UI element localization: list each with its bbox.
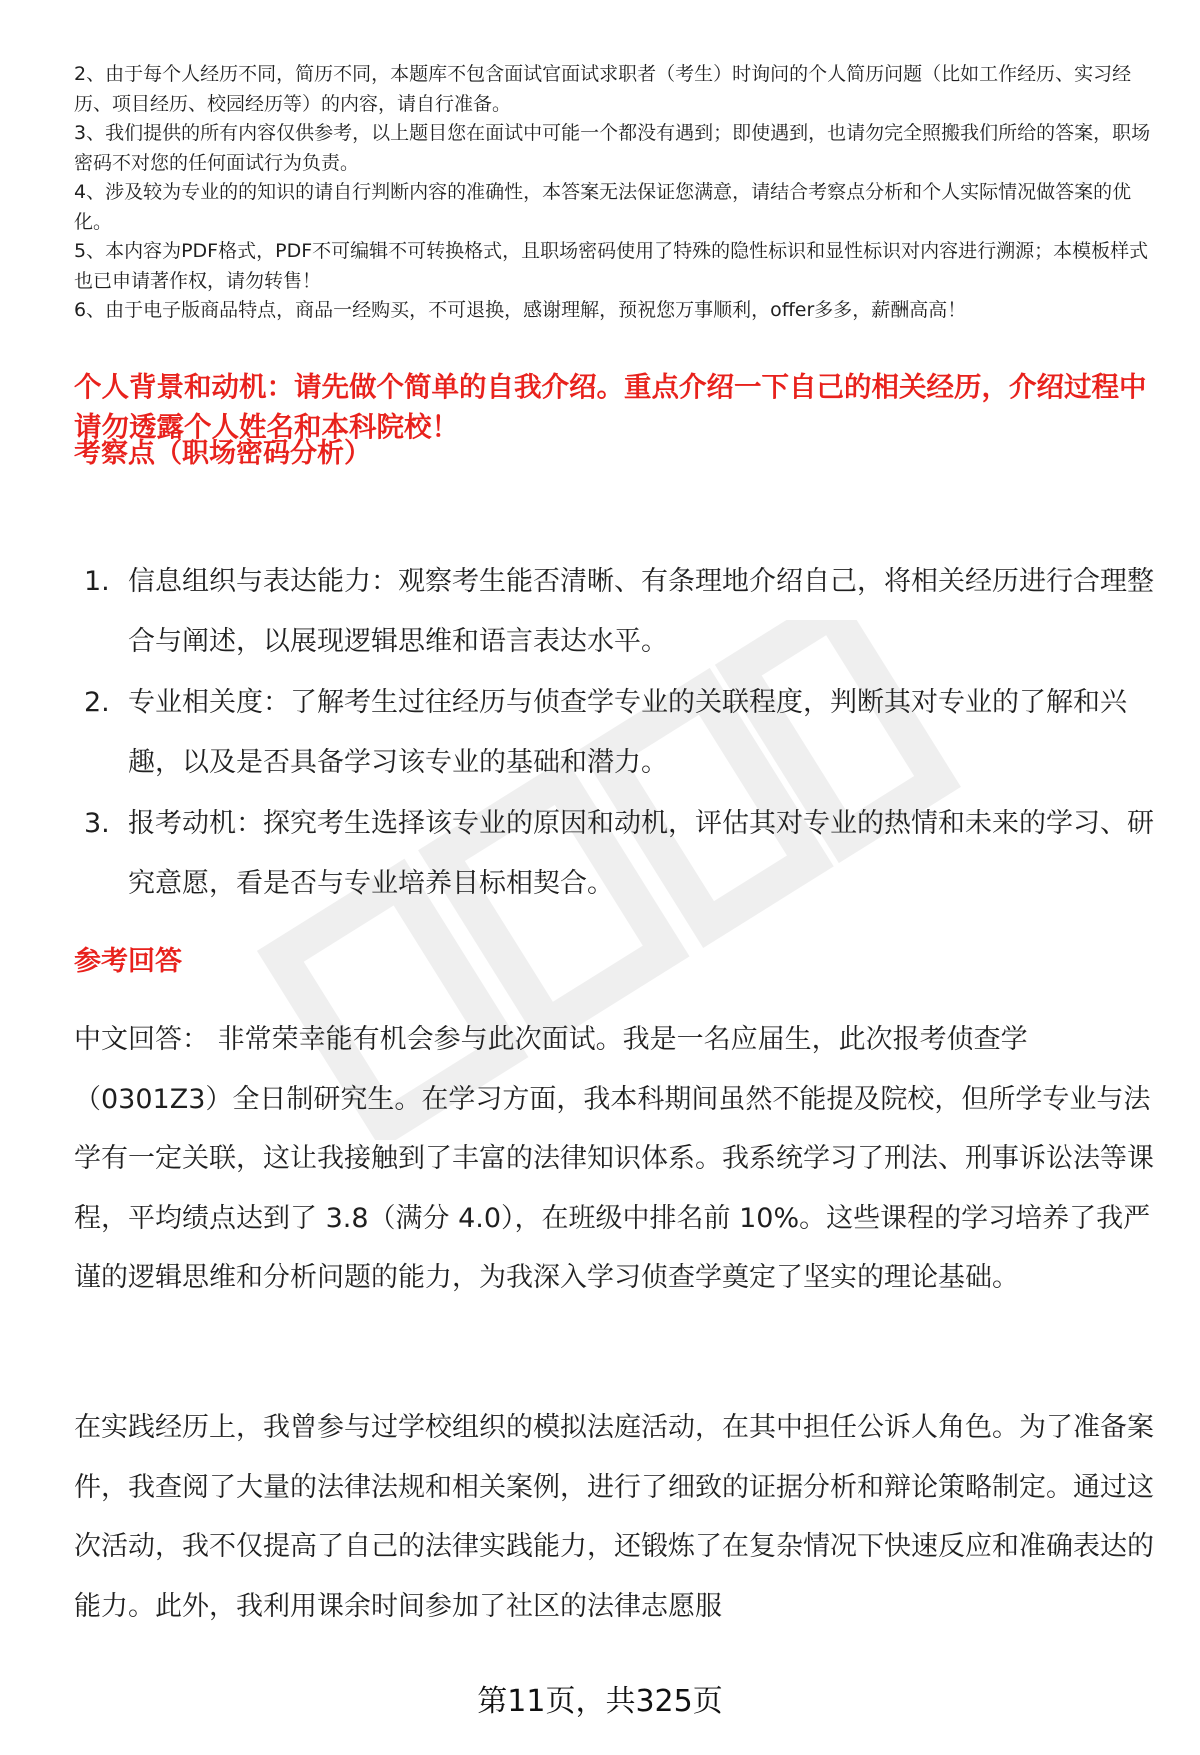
point-number: 2.: [84, 687, 110, 718]
note-item: 5、本内容为PDF格式，PDF不可编辑不可转换格式，且职场密码使用了特殊的隐性标识和显性标识对内容进行溯源；本模板样式也已申请著作权，请勿转售！: [74, 240, 1149, 292]
answer-paragraph: 中文回答： 非常荣幸能有机会参与此次面试。我是一名应届生，此次报考侦查学（0301Z3）全日制研究生。在学习方面，我本科期间虽然不能提及院校，但所学专业与法学有一定关联，这让我接触到了丰富的法律知识体系。我系统学习了刑法、刑事诉讼法等课程，平均绩点达到了 3.8（满分 4.0），在班级中排名前 10%。这些课程的学习培养了我严谨的逻辑思维和分析问题的能力，为我深入学习侦查学奠定了坚实的理论基础。: [74, 1024, 1154, 1293]
question-heading: 个人背景和动机：请先做个简单的自我介绍。重点介绍一下自己的相关经历，介绍过程中请勿透露个人姓名和本科院校！: [74, 371, 1147, 443]
disclaimer-notes: [74, 60, 1154, 326]
answer-paragraph: 在实践经历上，我曾参与过学校组织的模拟法庭活动，在其中担任公诉人角色。为了准备案件，我查阅了大量的法律法规和相关案例，进行了细致的证据分析和辩论策略制定。通过这次活动，我不仅提高了自己的法律实践能力，还锻炼了在复杂情况下快速反应和准确表达的能力。此外，我利用课余时间参加了社区的法律志愿服: [74, 1412, 1154, 1622]
point-text: 信息组织与表达能力：观察考生能否清晰、有条理地介绍自己，将相关经历进行合理整合与阐述，以展现逻辑思维和语言表达水平。: [128, 566, 1154, 657]
note-item: 6、由于电子版商品特点，商品一经购买，不可退换，感谢理解，预祝您万事顺利，offer多多，薪酬高高！: [74, 299, 967, 321]
page-number: 第11页，共325页: [477, 1684, 723, 1719]
answer-title: 参考回答: [74, 946, 182, 977]
analysis-points: [74, 552, 1154, 915]
note-item: 3、我们提供的所有内容仅供参考，以上题目您在面试中可能一个都没有遇到；即使遇到，也请勿完全照搬我们所给的答案，职场密码不对您的任何面试行为负责。: [74, 122, 1151, 174]
point-text: 专业相关度：了解考生过往经历与侦查学专业的关联程度，判断其对专业的了解和兴趣，以及是否具备学习该专业的基础和潜力。: [128, 687, 1127, 778]
note-item: 4、涉及较为专业的的知识的请自行判断内容的准确性，本答案无法保证您满意，请结合考察点分析和个人实际情况做答案的优化。: [74, 181, 1132, 233]
analysis-point: [74, 794, 1154, 913]
point-number: 3.: [84, 808, 110, 839]
analysis-title: 考察点（职场密码分析）: [74, 438, 371, 469]
point-number: 1.: [84, 566, 110, 597]
analysis-point: [74, 552, 1154, 671]
point-text: 报考动机：探究考生选择该专业的原因和动机，评估其对专业的热情和未来的学习、研究意愿，看是否与专业培养目标相契合。: [128, 808, 1154, 899]
analysis-point: [74, 673, 1154, 792]
note-item: 2、由于每个人经历不同，简历不同，本题库不包含面试官面试求职者（考生）时询问的个人简历问题（比如工作经历、实习经历、项目经历、校园经历等）的内容，请自行准备。: [74, 63, 1132, 115]
